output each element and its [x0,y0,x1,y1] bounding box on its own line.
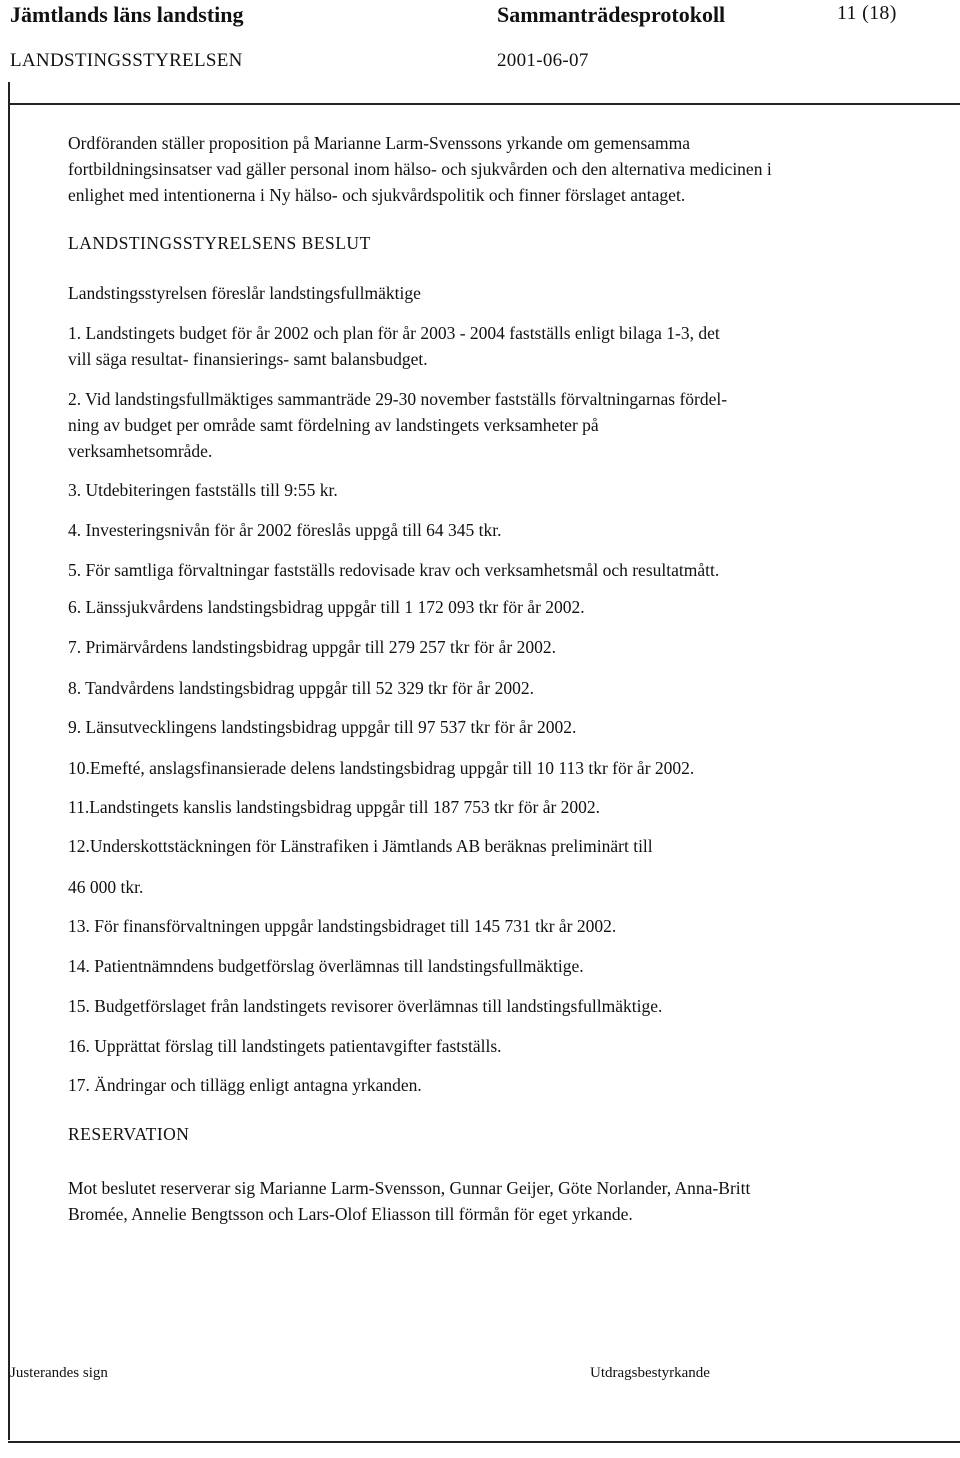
item-line: 1. Landstingets budget för år 2002 och plan för år 2003 - 2004 fastställs enligt bilaga 1-3, det [68,323,720,343]
left-margin-rule [8,82,10,1440]
organization-name: Jämtlands läns landsting [10,2,244,27]
item-5: 5. För samtliga förvaltningar fastställs redovisade krav och verksamhetsmål och resultatmått. [68,560,720,580]
decision-lead: Landstingsstyrelsen föreslår landstingsfullmäktige [68,283,421,303]
footer-rule [8,1441,960,1443]
page-number: 11 (18) [837,2,897,24]
footer-extract-certification: Utdragsbestyrkande [590,1365,710,1381]
reservation-line: Mot beslutet reserverar sig Marianne Larm-Svensson, Gunnar Geijer, Göte Norlander, Anna-Britt [68,1178,751,1198]
decision-heading: LANDSTINGSSTYRELSENS BESLUT [68,233,371,253]
item-7: 7. Primärvårdens landstingsbidrag uppgår till 279 257 tkr för år 2002. [68,637,556,657]
intro-line: fortbildningsinsatser vad gäller personal inom hälso- och sjukvården och den alternativa medicinen i [68,159,772,179]
item-15: 15. Budgetförslaget från landstingets revisorer överlämnas till landstingsfullmäktige. [68,996,663,1016]
item-line: vill säga resultat- finansierings- samt balansbudget. [68,349,428,369]
item-13: 13. För finansförvaltningen uppgår landstingsbidraget till 145 731 tkr år 2002. [68,916,617,936]
item-14: 14. Patientnämndens budgetförslag överlämnas till landstingsfullmäktige. [68,956,584,976]
item-3: 3. Utdebiteringen fastställs till 9:55 kr. [68,480,338,500]
item-16: 16. Upprättat förslag till landstingets patientavgifter fastställs. [68,1036,502,1056]
meeting-date: 2001-06-07 [497,50,589,71]
item-9: 9. Länsutvecklingens landstingsbidrag uppgår till 97 537 tkr för år 2002. [68,717,577,737]
item-11: 11.Landstingets kanslis landstingsbidrag uppgår till 187 753 tkr för år 2002. [68,797,601,817]
footer-adjuster-signature: Justerandes sign [10,1365,108,1381]
reservation-paragraph [68,1175,888,1227]
intro-paragraph [68,130,888,208]
item-4: 4. Investeringsnivån för år 2002 föreslås uppgå till 64 345 tkr. [68,520,502,540]
header-rule [8,103,960,105]
item-line: ning av budget per område samt fördelning av landstingets verksamheter på [68,415,599,435]
committee-name: LANDSTINGSSTYRELSEN [10,50,243,71]
reservation-heading: RESERVATION [68,1124,190,1144]
item-6: 6. Länssjukvårdens landstingsbidrag uppgår till 1 172 093 tkr för år 2002. [68,597,585,617]
item-10: 10.Emefté, anslagsfinansierade delens landstingsbidrag uppgår till 10 113 tkr för år 2002. [68,758,695,778]
intro-line: enlighet med intentionerna i Ny hälso- och sjukvårdspolitik och finner förslaget antaget. [68,185,686,205]
item-line: verksamhetsområde. [68,441,213,461]
intro-line: Ordföranden ställer proposition på Marianne Larm-Svenssons yrkande om gemensamma [68,133,691,153]
item-8: 8. Tandvårdens landstingsbidrag uppgår till 52 329 tkr för år 2002. [68,678,535,698]
item-12-continued: 46 000 tkr. [68,877,144,897]
item-2 [68,386,888,464]
document-type: Sammanträdesprotokoll [497,2,726,27]
reservation-line: Bromée, Annelie Bengtsson och Lars-Olof Eliasson till förmån för eget yrkande. [68,1204,633,1224]
item-17: 17. Ändringar och tillägg enligt antagna yrkanden. [68,1075,422,1095]
item-12: 12.Underskottstäckningen för Länstrafiken i Jämtlands AB beräknas preliminärt till [68,836,653,856]
item-1 [68,320,888,372]
item-line: 2. Vid landstingsfullmäktiges sammanträde 29-30 november fastställs förvaltningarnas fördel- [68,389,728,409]
